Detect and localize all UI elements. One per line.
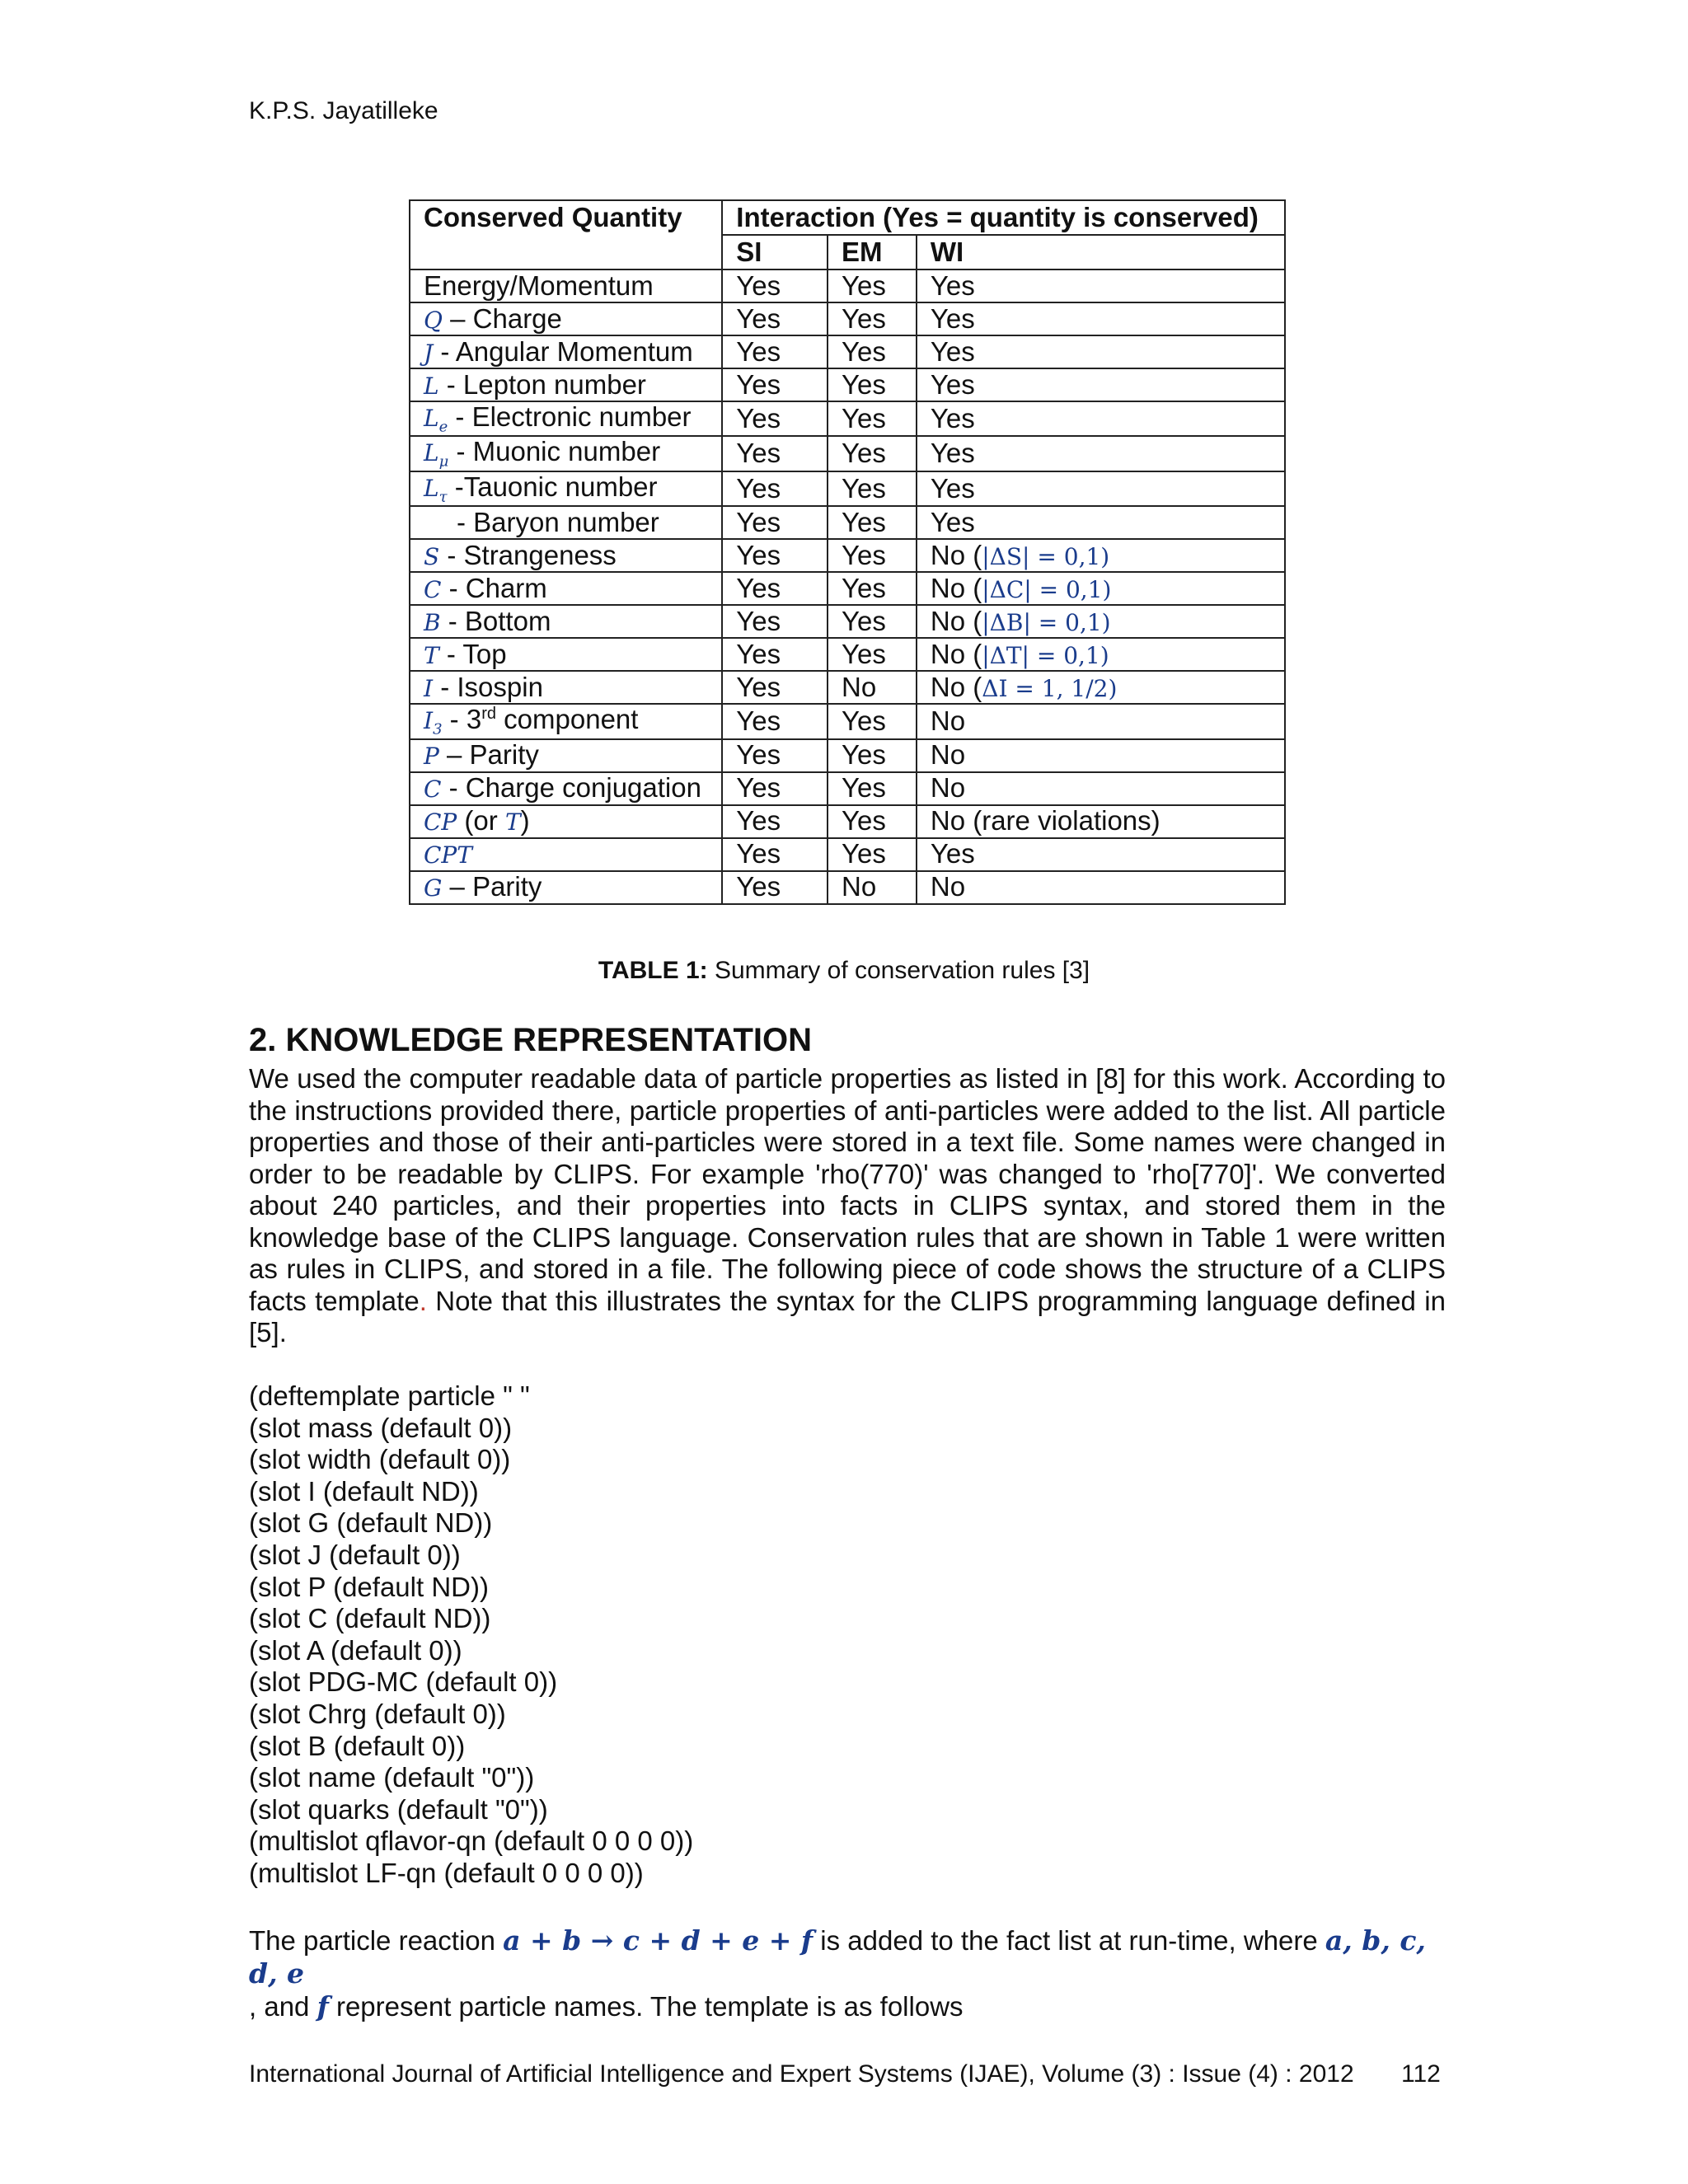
table-row <box>410 638 1285 671</box>
wi-condition: |ΔT| = 0,1) <box>982 642 1109 670</box>
cell-quantity <box>410 436 722 471</box>
table-row <box>410 436 1285 471</box>
quantity-symbol: CP <box>424 808 457 837</box>
cell-quantity <box>410 605 722 638</box>
wi-value: No (rare violations) <box>930 805 1160 837</box>
quantity-symbol: B <box>424 609 441 637</box>
cell-em: Yes <box>828 368 917 401</box>
reaction-and: , and <box>249 1991 317 2022</box>
cell-em: Yes <box>828 539 917 572</box>
wi-value: No ( <box>930 672 982 703</box>
cell-wi <box>917 871 1285 904</box>
code-line: (slot G (default ND)) <box>249 1507 493 1539</box>
cell-em: Yes <box>828 638 917 671</box>
cell-wi <box>917 739 1285 772</box>
code-line: (multislot qflavor-qn (default 0 0 0 0)) <box>249 1825 694 1857</box>
reaction-variables: a, b, c, d, e <box>249 1924 1426 1990</box>
cell-em: Yes <box>828 471 917 506</box>
wi-condition: |ΔB| = 0,1) <box>982 609 1111 637</box>
cell-em: Yes <box>828 269 917 302</box>
wi-value: No ( <box>930 606 982 637</box>
cell-em: Yes <box>828 572 917 605</box>
table-row <box>410 471 1285 506</box>
table-row <box>410 772 1285 805</box>
cell-si: Yes <box>722 704 828 738</box>
quantity-label: (or T) <box>457 805 530 837</box>
cell-quantity <box>410 704 722 738</box>
table-row <box>410 704 1285 738</box>
wi-value: Yes <box>930 438 975 469</box>
table-row <box>410 302 1285 335</box>
quantity-symbol: Q <box>424 306 443 334</box>
code-line: (slot I (default ND)) <box>249 1475 479 1507</box>
cell-quantity <box>410 871 722 904</box>
cell-si: Yes <box>722 871 828 904</box>
cell-wi <box>917 772 1285 805</box>
wi-value: Yes <box>930 472 975 504</box>
table-row <box>410 739 1285 772</box>
cell-quantity <box>410 539 722 572</box>
cell-wi <box>917 838 1285 871</box>
cell-quantity <box>410 471 722 506</box>
cell-wi <box>917 436 1285 471</box>
wi-value: No ( <box>930 573 982 604</box>
wi-value: No ( <box>930 540 982 571</box>
wi-value: No <box>930 772 966 804</box>
quantity-label: - Electronic number <box>448 401 692 432</box>
cell-em: Yes <box>828 436 917 471</box>
section-heading: 2. KNOWLEDGE REPRESENTATION <box>249 1022 813 1058</box>
cell-quantity <box>410 638 722 671</box>
wi-value: No <box>930 705 966 737</box>
cell-em: Yes <box>828 302 917 335</box>
quantity-label: - 3rd component <box>442 704 639 735</box>
code-block <box>249 1380 693 1890</box>
cell-si: Yes <box>722 368 828 401</box>
quantity-label: -Tauonic number <box>447 471 658 502</box>
header-wi: WI <box>917 235 1285 269</box>
cell-si: Yes <box>722 506 828 539</box>
code-line: (slot name (default "0")) <box>249 1762 535 1793</box>
quantity-label: – Parity <box>442 871 542 902</box>
code-line: (slot quarks (default "0")) <box>249 1793 548 1825</box>
header-interaction: Interaction (Yes = quantity is conserved) <box>722 200 1285 235</box>
quantity-label: - Muonic number <box>448 436 661 467</box>
cell-quantity <box>410 269 722 302</box>
wi-value: Yes <box>930 335 975 367</box>
cell-em: Yes <box>828 739 917 772</box>
table-row <box>410 506 1285 539</box>
paragraph-tail: Note that this illustrates the syntax for the CLIPS programming language defined in [5]. <box>249 1285 1446 1347</box>
code-line: (slot Chrg (default 0)) <box>249 1698 506 1729</box>
quantity-symbol: $L_e$ <box>424 405 448 436</box>
reaction-pre: The particle reaction <box>249 1925 504 1956</box>
cell-si: Yes <box>722 605 828 638</box>
wi-value: Yes <box>930 368 975 400</box>
cell-em: Yes <box>828 805 917 838</box>
code-line: (multislot LF-qn (default 0 0 0 0)) <box>249 1857 644 1888</box>
cell-si: Yes <box>722 805 828 838</box>
quantity-symbol: CPT <box>424 841 472 869</box>
table-row <box>410 539 1285 572</box>
cell-quantity <box>410 302 722 335</box>
cell-em: Yes <box>828 401 917 436</box>
cell-si: Yes <box>722 671 828 704</box>
cell-quantity <box>410 572 722 605</box>
cell-em: No <box>828 671 917 704</box>
cell-quantity <box>410 739 722 772</box>
cell-em: No <box>828 871 917 904</box>
wi-condition: |ΔC| = 0,1) <box>982 576 1112 604</box>
cell-si: Yes <box>722 302 828 335</box>
cell-quantity <box>410 772 722 805</box>
table-row <box>410 335 1285 368</box>
table-row <box>410 605 1285 638</box>
wi-value: No ( <box>930 639 982 670</box>
cell-quantity <box>410 368 722 401</box>
reaction-variable-f: f <box>316 1990 329 2022</box>
cell-si: Yes <box>722 269 828 302</box>
cell-si: Yes <box>722 572 828 605</box>
quantity-label: - Bottom <box>440 606 551 637</box>
cell-em: Yes <box>828 605 917 638</box>
cell-em: Yes <box>828 335 917 368</box>
quantity-label: – Charge <box>442 302 562 334</box>
quantity-label: - Charm <box>441 573 547 604</box>
cell-si: Yes <box>722 539 828 572</box>
quantity-symbol: G <box>424 874 443 902</box>
cell-si: Yes <box>722 838 828 871</box>
code-line: (slot P (default ND)) <box>249 1571 489 1602</box>
code-line: (deftemplate particle " " <box>249 1380 530 1411</box>
cell-si: Yes <box>722 772 828 805</box>
cell-wi <box>917 335 1285 368</box>
wi-condition: |ΔS| = 0,1) <box>982 543 1110 571</box>
cell-quantity <box>410 335 722 368</box>
table-row <box>410 269 1285 302</box>
cell-si: Yes <box>722 739 828 772</box>
quantity-label: - Strangeness <box>439 540 617 571</box>
reaction-paragraph <box>249 1924 1446 2023</box>
quantity-label: - Top <box>438 639 507 670</box>
caption-label: TABLE 1: <box>598 957 708 984</box>
quantity-symbol: $L_\mu$ <box>424 439 449 471</box>
wi-value: Yes <box>930 507 975 538</box>
running-header-author: K.P.S. Jayatilleke <box>249 97 438 124</box>
code-line: (slot B (default 0)) <box>249 1730 466 1761</box>
wi-condition: ΔI = 1, 1/2) <box>982 675 1118 703</box>
footer-journal: International Journal of Artificial Intelligence and Expert Systems (IJAE), Volume (3) : Issue (4) : 2012 <box>249 2060 1354 2088</box>
cell-wi <box>917 671 1285 704</box>
body-paragraph <box>249 1063 1446 1349</box>
cell-si: Yes <box>722 401 828 436</box>
wi-value: No <box>930 871 966 902</box>
quantity-symbol: $I_3$ <box>424 707 443 738</box>
cell-wi <box>917 539 1285 572</box>
cell-quantity <box>410 401 722 436</box>
table-row <box>410 805 1285 838</box>
cell-wi <box>917 302 1285 335</box>
quantity-label: - Charge conjugation <box>441 772 701 804</box>
cell-wi <box>917 704 1285 738</box>
cell-em: Yes <box>828 704 917 738</box>
cell-si: Yes <box>722 471 828 506</box>
quantity-symbol: J <box>424 339 434 367</box>
reaction-post: represent particle names. The template is as follows <box>328 1991 964 2022</box>
code-line: (slot C (default ND)) <box>249 1603 491 1634</box>
wi-value: Yes <box>930 838 975 869</box>
cell-si: Yes <box>722 436 828 471</box>
wi-value: No <box>930 739 966 771</box>
wi-value: Yes <box>930 269 975 301</box>
quantity-label: – Parity <box>438 739 539 771</box>
cell-wi <box>917 368 1285 401</box>
cell-em: Yes <box>828 506 917 539</box>
cell-em: Yes <box>828 772 917 805</box>
quantity-symbol: L <box>424 372 439 400</box>
table-row <box>410 671 1285 704</box>
cell-si: Yes <box>722 638 828 671</box>
quantity-label: Energy/Momentum <box>424 269 654 301</box>
table-caption <box>0 957 1688 985</box>
paragraph-red-dot: . <box>419 1285 427 1316</box>
code-line: (slot width (default 0)) <box>249 1444 511 1475</box>
quantity-symbol: P <box>424 743 439 771</box>
quantity-symbol: C <box>424 776 442 804</box>
quantity-label: - Baryon number <box>457 507 659 538</box>
conservation-rules-table <box>409 199 1286 905</box>
table-row <box>410 401 1285 436</box>
quantity-label: - Lepton number <box>438 368 646 400</box>
quantity-symbol: T <box>424 642 439 670</box>
reaction-equation: a + b → c + d + e + f <box>503 1924 814 1957</box>
header-em: EM <box>828 235 917 269</box>
cell-quantity <box>410 805 722 838</box>
cell-wi <box>917 269 1285 302</box>
cell-wi <box>917 572 1285 605</box>
code-line: (slot PDG-MC (default 0)) <box>249 1666 558 1698</box>
cell-quantity <box>410 838 722 871</box>
quantity-symbol: $L_\tau$ <box>424 474 448 506</box>
cell-wi <box>917 506 1285 539</box>
cell-wi <box>917 401 1285 436</box>
cell-quantity <box>410 671 722 704</box>
code-line: (slot mass (default 0)) <box>249 1412 513 1443</box>
header-conserved-quantity: Conserved Quantity <box>410 200 722 269</box>
page-number: 112 <box>1401 2060 1441 2088</box>
header-si: SI <box>722 235 828 269</box>
cell-wi <box>917 638 1285 671</box>
cell-si: Yes <box>722 335 828 368</box>
table-row <box>410 368 1285 401</box>
cell-wi <box>917 805 1285 838</box>
table-row <box>410 838 1285 871</box>
table-row <box>410 572 1285 605</box>
cell-wi <box>917 605 1285 638</box>
quantity-symbol: S <box>424 543 440 571</box>
table-row <box>410 871 1285 904</box>
cell-quantity <box>410 506 722 539</box>
caption-text: Summary of conservation rules [3] <box>707 957 1090 984</box>
paragraph-main: We used the computer readable data of particle properties as listed in [8] for this work. According to the instructions provided there, particle properties of anti-particles were added to the list. All particle properties and those of their anti-particles were stored in a text file. Some names were changed in order to be readable by CLIPS. For example 'rho(770)' was changed to 'rho[770]'. We converted about 240 particles, and their properties into facts in CLIPS syntax, and stored them in the knowledge base of the CLIPS language. Conservation rules that are shown in Table 1 were written as rules in CLIPS, and stored in a file. The following piece of code shows the structure of a CLIPS facts template <box>249 1063 1446 1316</box>
quantity-label: - Isospin <box>433 672 543 703</box>
code-line: (slot J (default 0)) <box>249 1539 461 1570</box>
code-line: (slot A (default 0)) <box>249 1634 462 1666</box>
cell-em: Yes <box>828 838 917 871</box>
wi-value: Yes <box>930 302 975 334</box>
reaction-mid: is added to the fact list at run-time, where <box>813 1925 1325 1956</box>
wi-value: Yes <box>930 403 975 434</box>
quantity-symbol: I <box>424 675 434 703</box>
quantity-label: - Angular Momentum <box>433 335 693 367</box>
cell-wi <box>917 471 1285 506</box>
quantity-symbol: C <box>424 576 442 604</box>
